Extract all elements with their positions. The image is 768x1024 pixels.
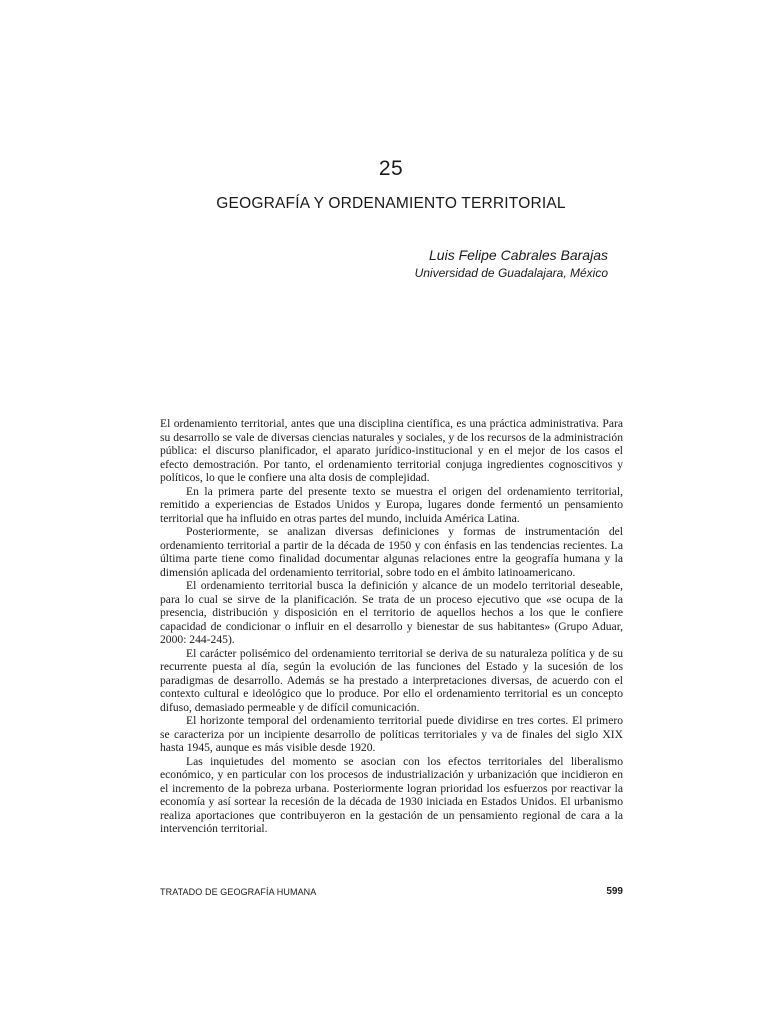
body-paragraph-7: Las inquietudes del momento se asocian con los efectos territoriales del liberalismo económico, y en particular con los procesos de industrialización y urbanización que incidieron en el incremento de la pobreza urbana. Posteriormente logran prioridad los esfuerzos por reactivar la economía y así sortear la recesión de la década de 1930 iniciada en Estados Unidos. El urbanismo realiza aportaciones que contribuyeron en la gestación de un pensamiento regional de cara a la intervención territorial. [160, 754, 623, 835]
body-paragraph-2: En la primera parte del presente texto se muestra el origen del ordenamiento territorial, remitido a experiencias de Estados Unidos y Europa, lugares donde fermentó un pensamiento territorial que ha influido en otras partes del mundo, incluida América Latina. [160, 484, 623, 525]
body-paragraph-1: El ordenamiento territorial, antes que una disciplina científica, es una práctica administrativa. Para su desarrollo se vale de diversas ciencias naturales y sociales, y de los recursos de la administración pública: el discurso planificador, el aparato jurídico-institucional y en el mejor de los casos el efecto demostración. Por tanto, el ordenamiento territorial conjuga ingredientes cognoscitivos y políticos, lo que le confiere una alta dosis de complejidad. [160, 417, 623, 484]
running-footer-title: TRATADO DE GEOGRAFÍA HUMANA [160, 887, 317, 897]
body-paragraph-6: El horizonte temporal del ordenamiento territorial puede dividirse en tres cortes. El primero se caracteriza por un incipiente desarrollo de políticas territoriales y va de finales del siglo XIX hasta 1945, aunque es más visible desde 1920. [160, 714, 623, 754]
body-paragraph-3: Posteriormente, se analizan diversas definiciones y formas de instrumentación del ordenamiento territorial a partir de la década de 1950 y con énfasis en las tendencias recientes. La última parte tiene como finalidad documentar algunas relaciones entre la geografía humana y la dimensión aplicada del ordenamiento territorial, sobre todo en el ámbito latinoamericano. [160, 525, 623, 579]
author-name: Luis Felipe Cabrales Barajas [429, 247, 608, 263]
author-affiliation: Universidad de Guadalajara, México [414, 266, 608, 280]
body-paragraph-5: El carácter polisémico del ordenamiento territorial se deriva de su naturaleza política y de su recurrente puesta al día, según la evolución de las funciones del Estado y la sucesión de los paradigmas de desarrollo. Además se ha prestado a interpretaciones diversas, de acuerdo con el contexto cultural e ideológico que lo produce. Por ello el ordenamiento territorial es un concepto difuso, demasiado permeable y de difícil comunicación. [160, 646, 623, 714]
author-block [168, 246, 608, 281]
page-number: 599 [606, 886, 623, 897]
chapter-body [160, 417, 623, 836]
chapter-title: GEOGRAFÍA Y ORDENAMIENTO TERRITORIAL [216, 195, 566, 212]
chapter-number: 25 [378, 157, 404, 180]
body-paragraph-4: El ordenamiento territorial busca la definición y alcance de un modelo territorial deseable, para lo cual se sirve de la planificación. Se trata de un proceso ejecutivo que «se ocupa de la presencia, distribución y disposición en el territorio de aquellos hechos a los que le confiere capacidad de condicionar o influir en el desarrollo y bienestar de sus habitantes» (Grupo Aduar, 2000: 244-245). [160, 579, 623, 646]
